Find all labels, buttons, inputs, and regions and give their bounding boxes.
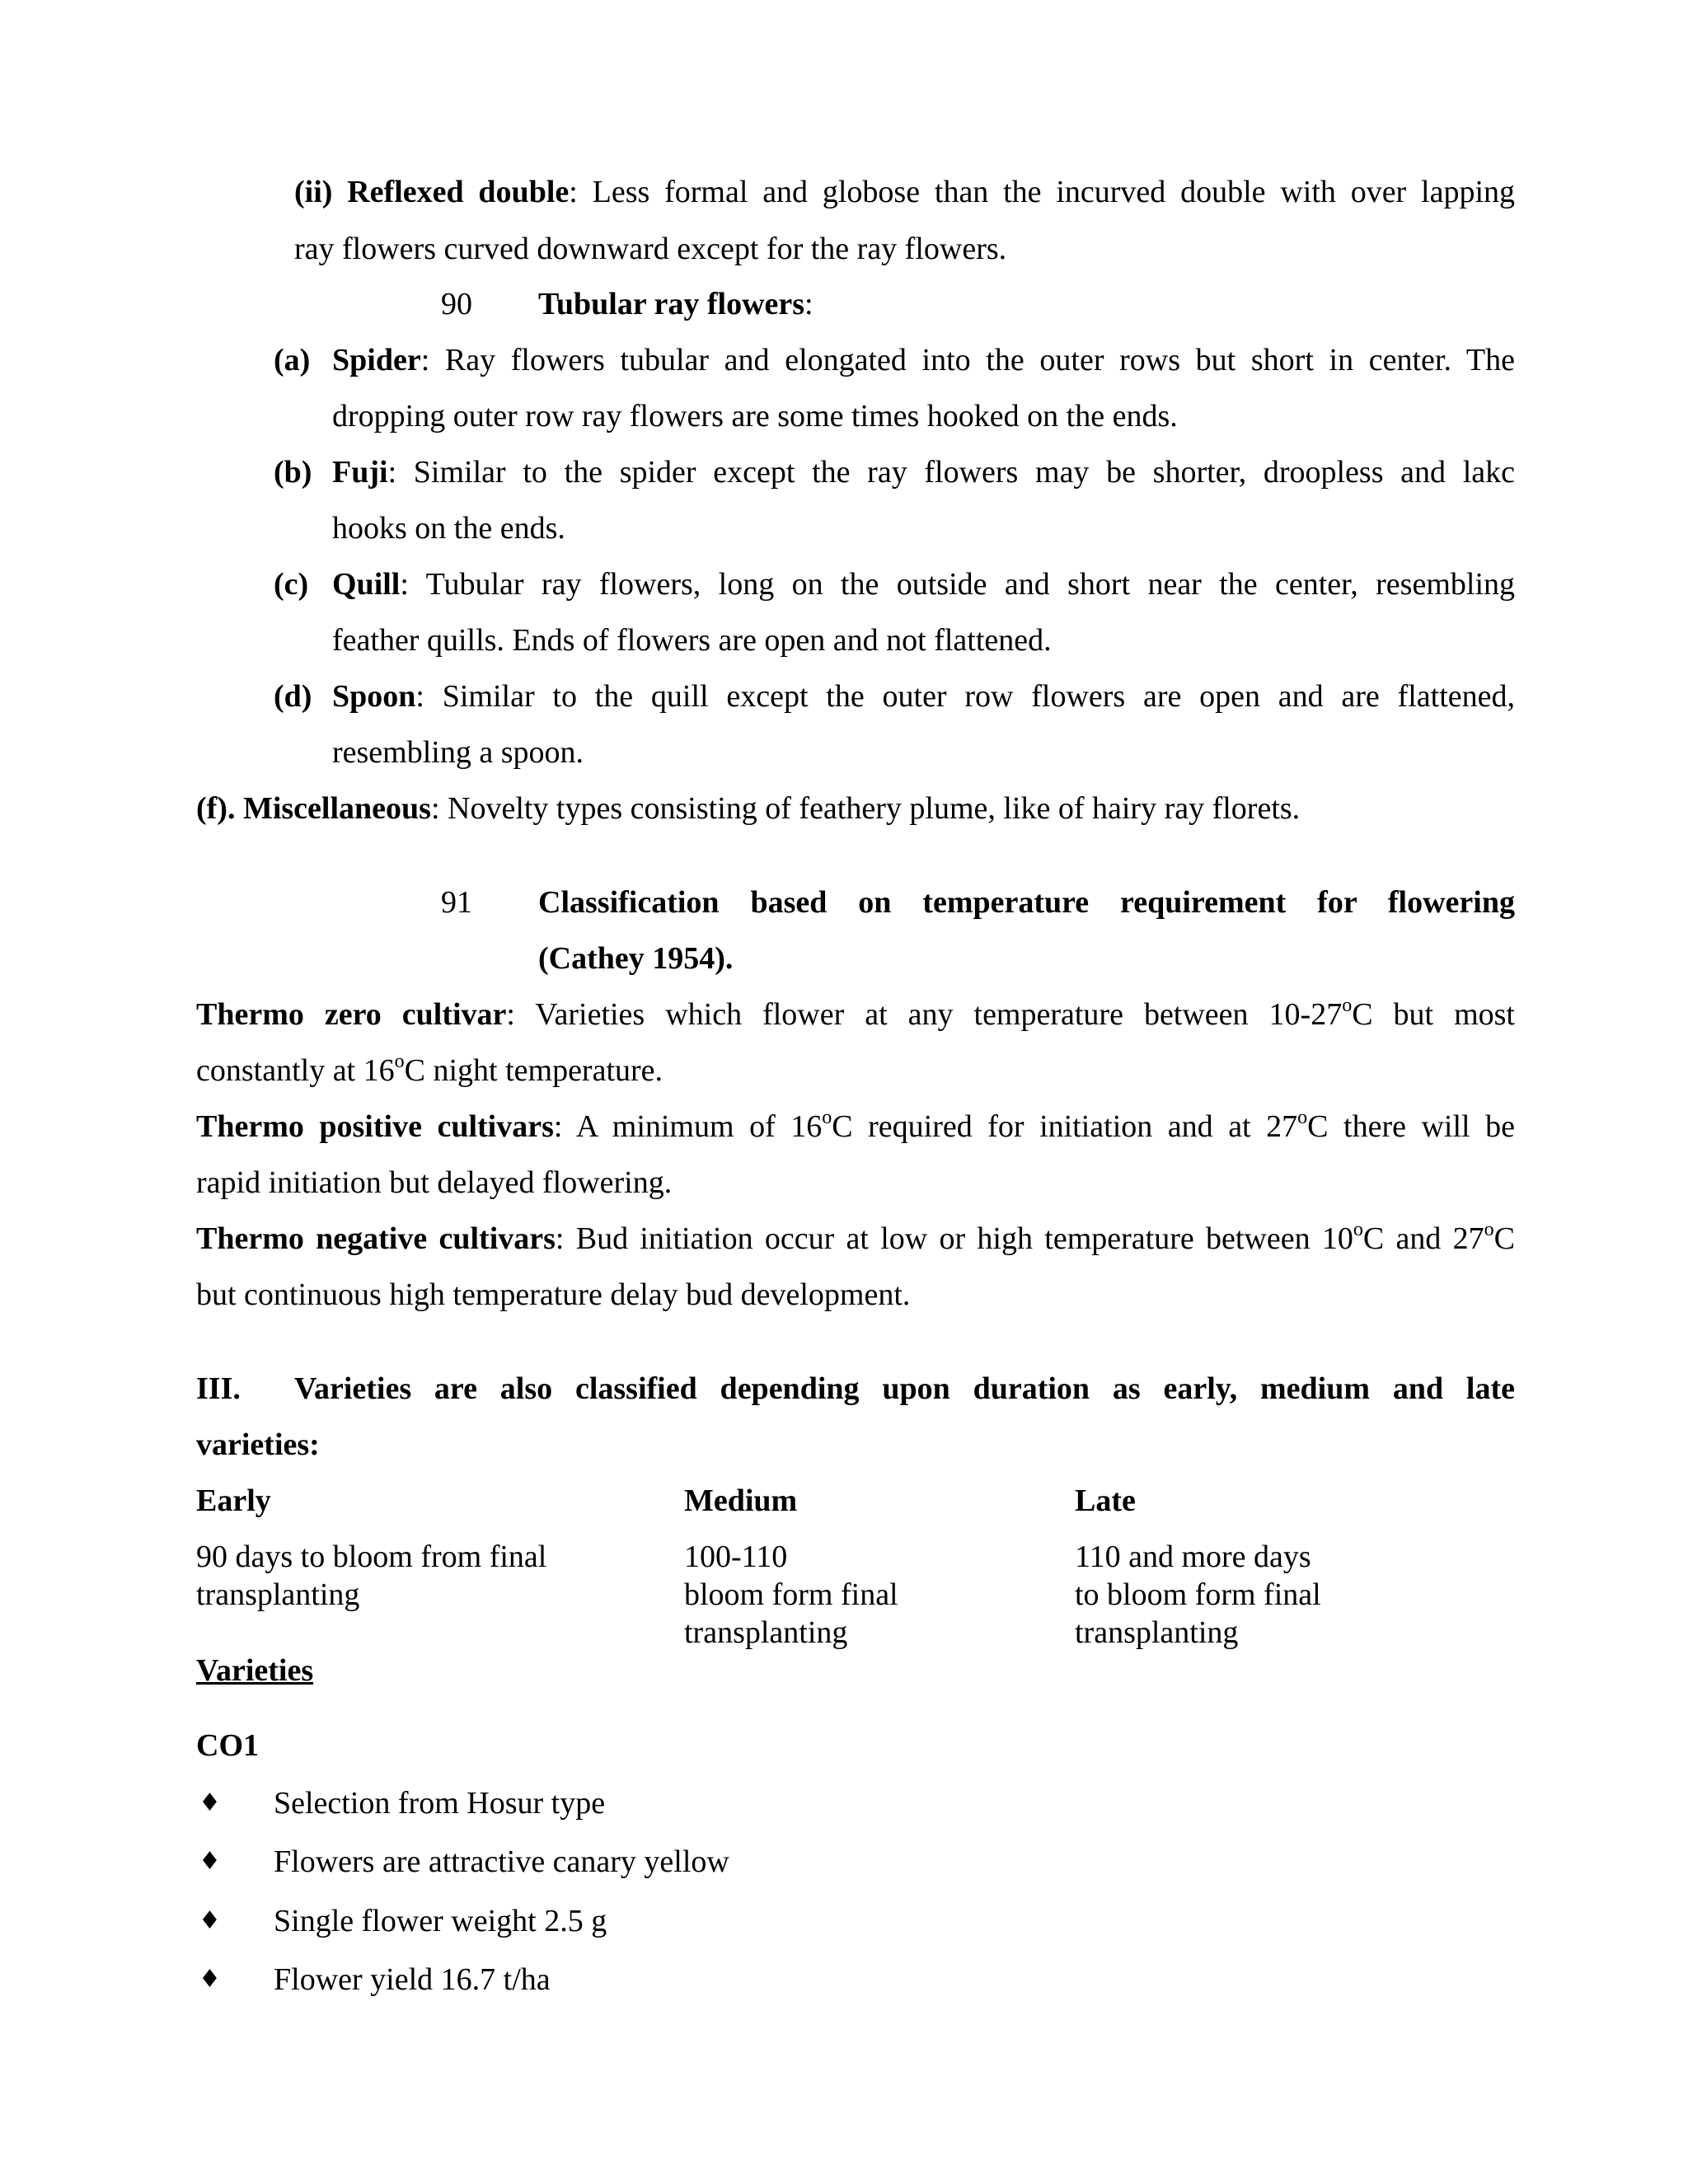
quill-label: Quill bbox=[332, 567, 401, 602]
thermo-positive-text-b: C required for initiation and at 27 bbox=[832, 1109, 1298, 1144]
thermo-negative-text-b: C and 27 bbox=[1362, 1221, 1484, 1256]
co1-item-1-text: Selection from Hosur type bbox=[274, 1786, 606, 1821]
table-cell-late-2: to bloom form final bbox=[1075, 1577, 1321, 1612]
section-91-title-line-1 bbox=[538, 883, 1515, 921]
section-3-number: III. bbox=[196, 1371, 241, 1406]
co1-item-2: Flowers are attractive canary yellow bbox=[274, 1844, 729, 1879]
thermo-zero-text-b: C but most bbox=[1352, 997, 1515, 1032]
diamond-bullet-icon: ♦ bbox=[199, 1788, 221, 1817]
degree-sign: o bbox=[822, 1107, 832, 1129]
fuji-line-2: hooks on the ends. bbox=[332, 511, 565, 546]
table-cell-early-1: 90 days to bloom from final bbox=[196, 1540, 547, 1574]
spider-marker: (a) bbox=[274, 343, 311, 377]
reflexed-double-line-2 bbox=[294, 230, 1006, 268]
quill-line-1 bbox=[332, 565, 1515, 603]
degree-sign: o bbox=[1353, 1219, 1363, 1241]
section-90-title: Tubular ray flowers bbox=[538, 287, 805, 321]
table-cell-medium-1: 100-110 bbox=[684, 1540, 788, 1574]
spider-line-1 bbox=[332, 341, 1515, 379]
thermo-negative-line-1 bbox=[196, 1220, 1515, 1258]
diamond-bullet-icon: ♦ bbox=[199, 1847, 221, 1876]
section-90-colon: : bbox=[804, 287, 814, 321]
section-3-title-line-1 bbox=[294, 1370, 1515, 1408]
co1-item-4: Flower yield 16.7 t/ha bbox=[274, 1962, 551, 1997]
table-cell-early-2: transplanting bbox=[196, 1577, 360, 1612]
table-header-early: Early bbox=[196, 1483, 271, 1518]
miscellaneous-text: : Novelty types consisting of feathery plume, like of hairy ray florets. bbox=[430, 791, 1301, 826]
section-90-number: 90 bbox=[441, 287, 472, 321]
degree-sign: o bbox=[1342, 995, 1353, 1017]
thermo-negative-text-a: : Bud initiation occur at low or high temperature between 10 bbox=[555, 1221, 1353, 1256]
fuji-line-1 bbox=[332, 453, 1515, 491]
table-cell-late-1: 110 and more days bbox=[1075, 1540, 1311, 1574]
table-cell-medium-3: transplanting bbox=[684, 1615, 848, 1650]
co1-item-3: Single flower weight 2.5 g bbox=[274, 1904, 607, 1938]
thermo-positive-text-a: : A minimum of 16 bbox=[553, 1109, 823, 1144]
section-91-number: 91 bbox=[441, 885, 472, 920]
reflexed-double-line-1 bbox=[294, 173, 1515, 211]
spoon-line-1 bbox=[332, 677, 1515, 715]
thermo-positive-label: Thermo positive cultivars bbox=[196, 1109, 554, 1144]
thermo-negative-line-2: but continuous high temperature delay bud development. bbox=[196, 1277, 911, 1312]
degree-sign: o bbox=[394, 1051, 405, 1073]
spider-line-2: dropping outer row ray flowers are some times hooked on the ends. bbox=[332, 399, 1178, 434]
thermo-zero-line-1 bbox=[196, 996, 1515, 1033]
spider-text: : Ray flowers tubular and elongated into the outer rows but short in center. The bbox=[420, 343, 1515, 377]
diamond-bullet-icon: ♦ bbox=[199, 1965, 221, 1994]
section-91-title-line-2: (Cathey 1954). bbox=[538, 941, 734, 976]
spoon-marker: (d) bbox=[274, 679, 312, 714]
section-3-title: Varieties are also classified depending upon duration as early, medium and late bbox=[294, 1371, 1515, 1406]
table-header-late: Late bbox=[1075, 1483, 1136, 1518]
miscellaneous-line bbox=[196, 790, 1300, 827]
co1-item-1 bbox=[274, 1784, 605, 1822]
quill-text: : Tubular ray flowers, long on the outside and short near the center, resembling bbox=[400, 567, 1515, 602]
section-90-heading bbox=[538, 285, 814, 323]
section-3-title-line-2: varieties: bbox=[196, 1427, 320, 1462]
spoon-text: : Similar to the quill except the outer row flowers are open and are flattened, bbox=[415, 679, 1515, 714]
degree-sign: o bbox=[1484, 1219, 1494, 1241]
quill-marker: (c) bbox=[274, 567, 309, 602]
thermo-zero-text-c: constantly at 16 bbox=[196, 1053, 395, 1088]
co1-title: CO1 bbox=[196, 1728, 259, 1763]
thermo-negative-label: Thermo negative cultivars bbox=[196, 1221, 556, 1256]
quill-line-2: feather quills. Ends of flowers are open and not flattened. bbox=[332, 623, 1052, 658]
degree-sign: o bbox=[1297, 1107, 1308, 1129]
thermo-zero-text-d: C night temperature. bbox=[404, 1053, 663, 1088]
spoon-line-2: resembling a spoon. bbox=[332, 735, 584, 770]
spider-label: Spider bbox=[332, 343, 421, 377]
thermo-zero-line-2 bbox=[196, 1052, 663, 1090]
thermo-zero-label: Thermo zero cultivar bbox=[196, 997, 507, 1032]
section-91-title: Classification based on temperature requirement for flowering bbox=[538, 885, 1515, 920]
table-cell-late-3: transplanting bbox=[1075, 1615, 1239, 1650]
fuji-marker: (b) bbox=[274, 455, 312, 490]
thermo-positive-line-1 bbox=[196, 1108, 1515, 1146]
fuji-label: Fuji bbox=[332, 455, 388, 490]
reflexed-double-label: (ii) Reflexed double bbox=[294, 175, 570, 209]
thermo-negative-text-c: C bbox=[1493, 1221, 1515, 1256]
table-cell-medium-2: bloom form final bbox=[684, 1577, 898, 1612]
thermo-positive-text-c: C there will be bbox=[1307, 1109, 1515, 1144]
miscellaneous-label: (f). Miscellaneous bbox=[196, 791, 431, 826]
table-header-medium: Medium bbox=[684, 1483, 798, 1518]
varieties-heading: Varieties bbox=[196, 1653, 314, 1688]
thermo-zero-text-a: : Varieties which flower at any temperature between 10-27 bbox=[506, 997, 1343, 1032]
reflexed-double-text: : Less formal and globose than the incurved double with over lapping bbox=[569, 175, 1516, 209]
spoon-label: Spoon bbox=[332, 679, 416, 714]
diamond-bullet-icon: ♦ bbox=[199, 1906, 221, 1935]
thermo-positive-line-2: rapid initiation but delayed flowering. bbox=[196, 1165, 673, 1200]
reflexed-double-text-2: ray flowers curved downward except for the ray flowers. bbox=[294, 232, 1007, 266]
fuji-text: : Similar to the spider except the ray flowers may be shorter, droopless and lakc bbox=[387, 455, 1515, 490]
